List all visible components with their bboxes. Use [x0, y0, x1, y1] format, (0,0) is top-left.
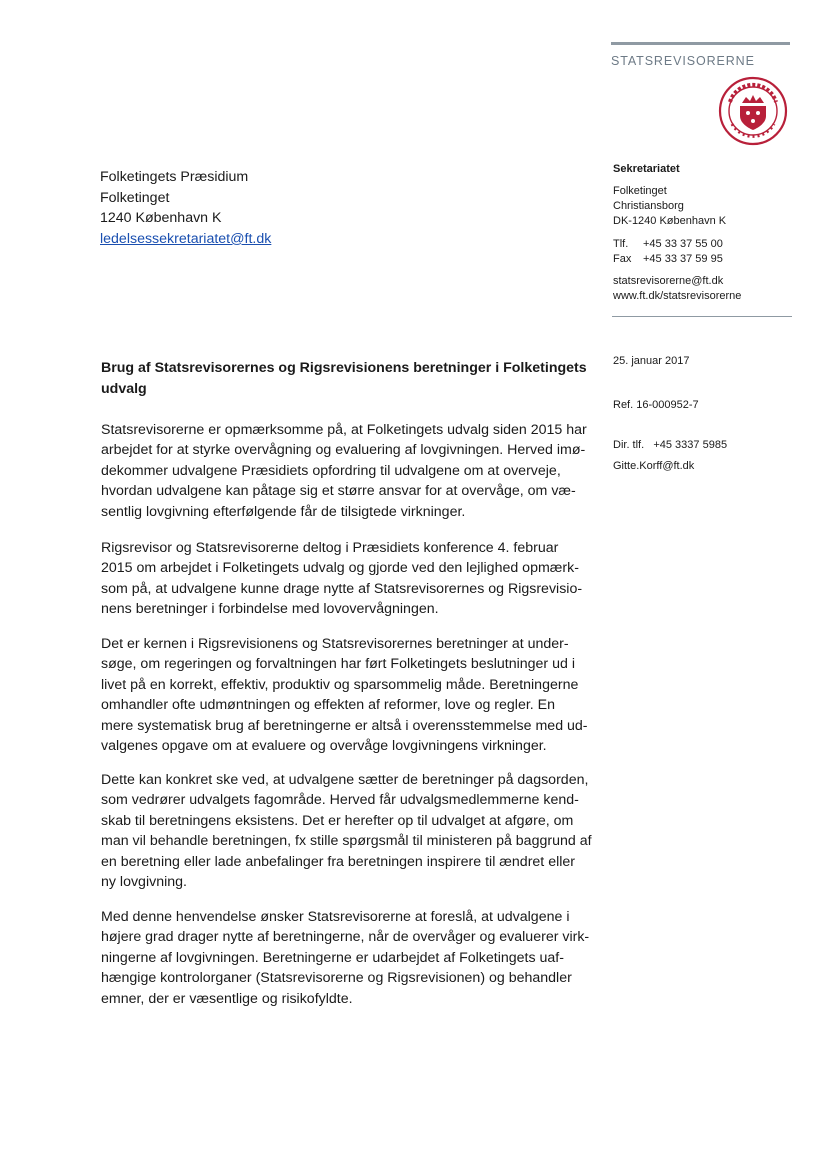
body-line: søge, om regeringen og forvaltningen har ført Folketingets beslutninger ud i — [101, 656, 575, 673]
reference-number: Ref. 16-000952-7 — [613, 399, 699, 411]
body-line: ningerne af lovgivningen. Beretningerne er udarbejdet af Folketingets uaf- — [101, 949, 564, 966]
sender-address-line: Christiansborg — [613, 200, 684, 212]
phone-number: +45 33 37 55 00 — [643, 238, 723, 250]
body-line: skab til beretningens eksistens. Det er herefter op til udvalget at afgøre, om — [101, 812, 574, 829]
folketinget-seal-logo — [718, 76, 788, 146]
letter-subject — [101, 358, 591, 400]
letter-date: 25. januar 2017 — [613, 355, 690, 367]
header-rule — [611, 42, 790, 45]
recipient-email-link[interactable]: ledelsessekretariatet@ft.dk — [100, 230, 272, 247]
body-line: som på, at udvalgene kunne drage nytte af Statsrevisorernes og Rigsrevisio- — [101, 580, 583, 597]
body-line: mere systematisk brug af beretningerne er altså i overensstemmelse med ud- — [101, 717, 588, 734]
phone-label: Tlf. — [613, 238, 629, 250]
body-line: omhandler ofte udmøntningen og effekten af reformer, love og regler. En — [101, 697, 556, 714]
sender-website: www.ft.dk/statsrevisorerne — [613, 290, 742, 302]
recipient-block — [100, 167, 271, 249]
sender-block — [613, 162, 741, 304]
sender-title: Sekretariatet — [613, 163, 680, 175]
body-line: ny lovgivning. — [101, 874, 187, 891]
recipient-organisation: Folketinget — [100, 189, 170, 206]
body-line: Med denne henvendelse ønsker Statsrevisorerne at foreslå, at udvalgene i — [101, 909, 570, 925]
subject-line: Brug af Statsrevisorernes og Rigsrevisionens beretninger i Folketingets — [101, 360, 587, 376]
sender-fax-row — [613, 252, 741, 267]
subject-line: udvalg — [101, 381, 147, 397]
body-line: som vedrører udvalgets fagområde. Herved får udvalgsmedlemmerne kend- — [101, 792, 579, 809]
recipient-name: Folketingets Præsidium — [100, 169, 249, 185]
recipient-city: 1240 København K — [100, 210, 222, 227]
sender-address-line: DK-1240 København K — [613, 215, 727, 227]
sender-phone-row — [613, 237, 741, 252]
body-line: højere grad drager nytte af beretningerne, når de overvåger og evaluerer virk- — [101, 929, 590, 946]
direct-phone-row — [613, 438, 727, 453]
body-line: valgenes opgave om at evaluere og overvåge lovgivningens virkninger. — [101, 738, 547, 755]
body-line: sentlig lovgivning efterfølgende får de tilsigtede virkninger. — [101, 503, 466, 520]
paragraph-2 — [101, 538, 581, 620]
paragraph-1 — [101, 420, 587, 522]
body-line: nens beretninger i forbindelse med lovovervågningen. — [101, 601, 439, 618]
contact-email: Gitte.Korff@ft.dk — [613, 460, 695, 472]
paragraph-3 — [101, 634, 588, 756]
body-line: Statsrevisorerne er opmærksomme på, at Folketingets udvalg siden 2015 har — [101, 422, 587, 438]
paragraph-5 — [101, 907, 590, 1009]
sender-email: statsrevisorerne@ft.dk — [613, 275, 724, 287]
direct-phone-number: +45 3337 5985 — [653, 439, 728, 451]
fax-number: +45 33 37 59 95 — [643, 253, 723, 265]
direct-phone-label: Dir. tlf. — [613, 439, 645, 451]
body-line: arbejdet for at styrke overvågning og evaluering af lovgivningen. Herved imø- — [101, 442, 586, 459]
sender-address-line: Folketinget — [613, 185, 667, 197]
body-line: dekommer udvalgene Præsidiets opfordring til udvalgene om at overveje, — [101, 462, 561, 479]
body-line: hængige kontrolorganer (Statsrevisorerne og Rigsrevisionen) og behandler — [101, 970, 572, 987]
fax-label: Fax — [613, 253, 632, 265]
body-line: emner, der er væsentlige og risikofyldte. — [101, 990, 353, 1007]
paragraph-4 — [101, 770, 592, 892]
sidebar-divider — [612, 316, 792, 317]
body-line: Det er kernen i Rigsrevisionens og Statsrevisorernes beretninger at under- — [101, 636, 569, 652]
body-line: 2015 om arbejdet i Folketingets udvalg og gjorde ved den lejlighed opmærk- — [101, 560, 579, 577]
body-line: man vil behandle beretningen, fx stille spørgsmål til ministeren på baggrund af — [101, 833, 592, 850]
body-line: Dette kan konkret ske ved, at udvalgene sætter de beretninger på dagsorden, — [101, 772, 589, 788]
body-line: hvordan udvalgene kan påtage sig et større ansvar for at overvåge, om væ- — [101, 483, 576, 500]
body-line: Rigsrevisor og Statsrevisorerne deltog i Præsidiets konference 4. februar — [101, 540, 559, 556]
brand-name: STATSREVISORERNE — [611, 54, 755, 68]
body-line: livet på en korrekt, effektiv, produktiv og sparsommelig måde. Beretningerne — [101, 676, 579, 693]
body-line: en beretning eller lade anbefalinger fra beretningen inspirere til ændret eller — [101, 853, 575, 870]
